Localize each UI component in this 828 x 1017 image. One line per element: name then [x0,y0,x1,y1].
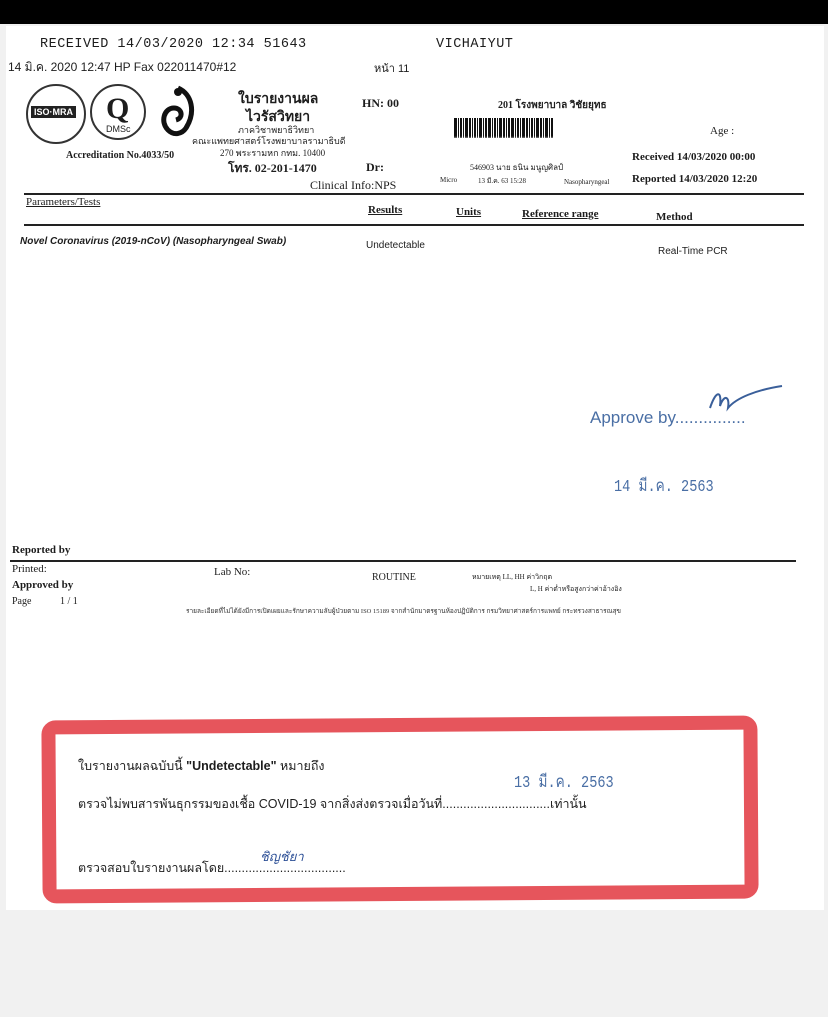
col-units: Units [456,206,482,218]
reported-by-label: Reported by [12,544,71,556]
ramathibodi-emblem-icon [156,84,200,140]
test-name: Novel Coronavirus (2019-nCoV) (Nasopharyngeal Swab) [20,236,287,247]
approve-by-text: Approve by............... [590,408,746,427]
note-signature: ชิญชัยา [260,849,304,864]
redaction-reporter [76,538,246,558]
faculty-name: คณะแพทยศาสตร์โรงพยาบาลรามาธิบดี [192,136,346,146]
micro-date: 13 มี.ค. 63 15:28 [478,177,526,185]
fax-transmission-line: 14 มิ.ค. 2020 12:47 HP Fax 022011470#12 [8,60,237,74]
accreditation-number: Accreditation No.4033/50 [66,150,175,161]
col-parameters: Parameters/Tests [26,196,101,208]
iso-note: รายละเอียดที่ไม่ได้ยังมีการเปิดเผยและรักษาความลับผู้ป่วยตาม ISO 15189 จากสำนักมาตรฐานห้องปฏิบัติการ กรมวิทยาศาสตร์การแพทย์ กระทรวงสาธารณสุข [186,608,622,615]
fax-sender: VICHAIYUT [436,37,514,52]
doctor-label: Dr: [366,160,384,174]
table-top-rule [24,193,804,195]
barcode [454,118,624,138]
approver-signature-icon [706,384,786,416]
note-line3-prefix: ตรวจสอบใบรายงานผลโดย [78,861,225,875]
ilac-mra-logo [26,84,86,144]
approve-stamp-date: 14 มี.ค. 2563 [614,478,714,497]
empty-bottom-area [0,912,828,1017]
lab-phone: โทร. 02-201-1470 [228,161,317,175]
printed-label: Printed: [12,563,47,575]
report-title-line2: ไวรัสวิทยา [246,110,311,125]
col-method: Method [656,211,693,223]
dmsc-logo-text: DMSc [106,124,131,134]
specimen-type: Nasopharyngeal [564,178,610,186]
hn-label: HN: 00 [362,96,399,110]
highlight-box [41,716,758,904]
note-line1-suffix: หมายถึง [280,759,325,773]
note-line2-dots: ............................... [442,797,550,811]
redaction-patient-id [434,138,634,158]
specimen-id: 546903 นาย ธนิน มนูญศิลป์ [470,163,564,172]
routine-label: ROUTINE [372,572,416,583]
page-value: 1 / 1 [60,596,78,607]
note-line2-suffix: เท่านั้น [549,797,587,811]
table-header-rule [24,224,804,226]
page-label: Page [12,596,32,607]
remark-range: L, H ค่าต่ำหรือสูงกว่าค่าอ้างอิง [530,585,622,593]
dmsc-q-letter: Q [106,92,130,125]
department-name: ภาควิชาพยาธิวิทยา [238,125,315,135]
note-keyword-undetectable: "Undetectable" [186,759,277,773]
report-title-line1: ใบรายงานผล [238,92,319,107]
col-reference-range: Reference range [522,208,599,220]
hospital-name: 201 โรงพยาบาล วิชัยยุทธ [498,100,607,111]
note-line3-dots: ................................... [224,861,346,875]
note-line1-prefix: ใบรายงานผลฉบับนี้ [78,759,183,773]
test-result: Undetectable [366,240,425,251]
micro-label: Micro [440,176,458,184]
reported-datetime: Reported 14/03/2020 12:20 [632,173,758,185]
fax-received-line: RECEIVED 14/03/2020 12:34 51643 [40,37,307,52]
age-label: Age : [710,125,735,137]
dmsc-quality-logo [90,84,146,140]
lab-address: 270 พระรามหก กทม. 10400 [220,148,326,158]
fax-page-number: หน้า 11 [374,63,410,75]
clinical-info: Clinical Info:NPS [310,178,397,192]
remark-critical: หมายเหตุ LL, HH ค่าวิกฤต [472,573,553,581]
received-datetime: Received 14/03/2020 00:00 [632,151,756,163]
ilac-mra-logo-text: ISO·MRA [31,106,76,118]
col-results: Results [368,204,403,216]
approved-by-label: Approved by [12,579,74,591]
top-black-bar [0,0,828,24]
note-stamp-date: 13 มี.ค. 2563 [514,774,614,793]
footer-rule [10,560,796,562]
redaction-address [346,126,436,166]
note-line2-prefix: ตรวจไม่พบสารพันธุกรรมของเชื้อ COVID-19 จากสิ่งส่งตรวจเมื่อวันที่ [78,797,443,811]
lab-no-label: Lab No: [214,566,251,578]
test-method: Real-Time PCR [658,246,728,257]
redaction-approver [82,570,198,594]
